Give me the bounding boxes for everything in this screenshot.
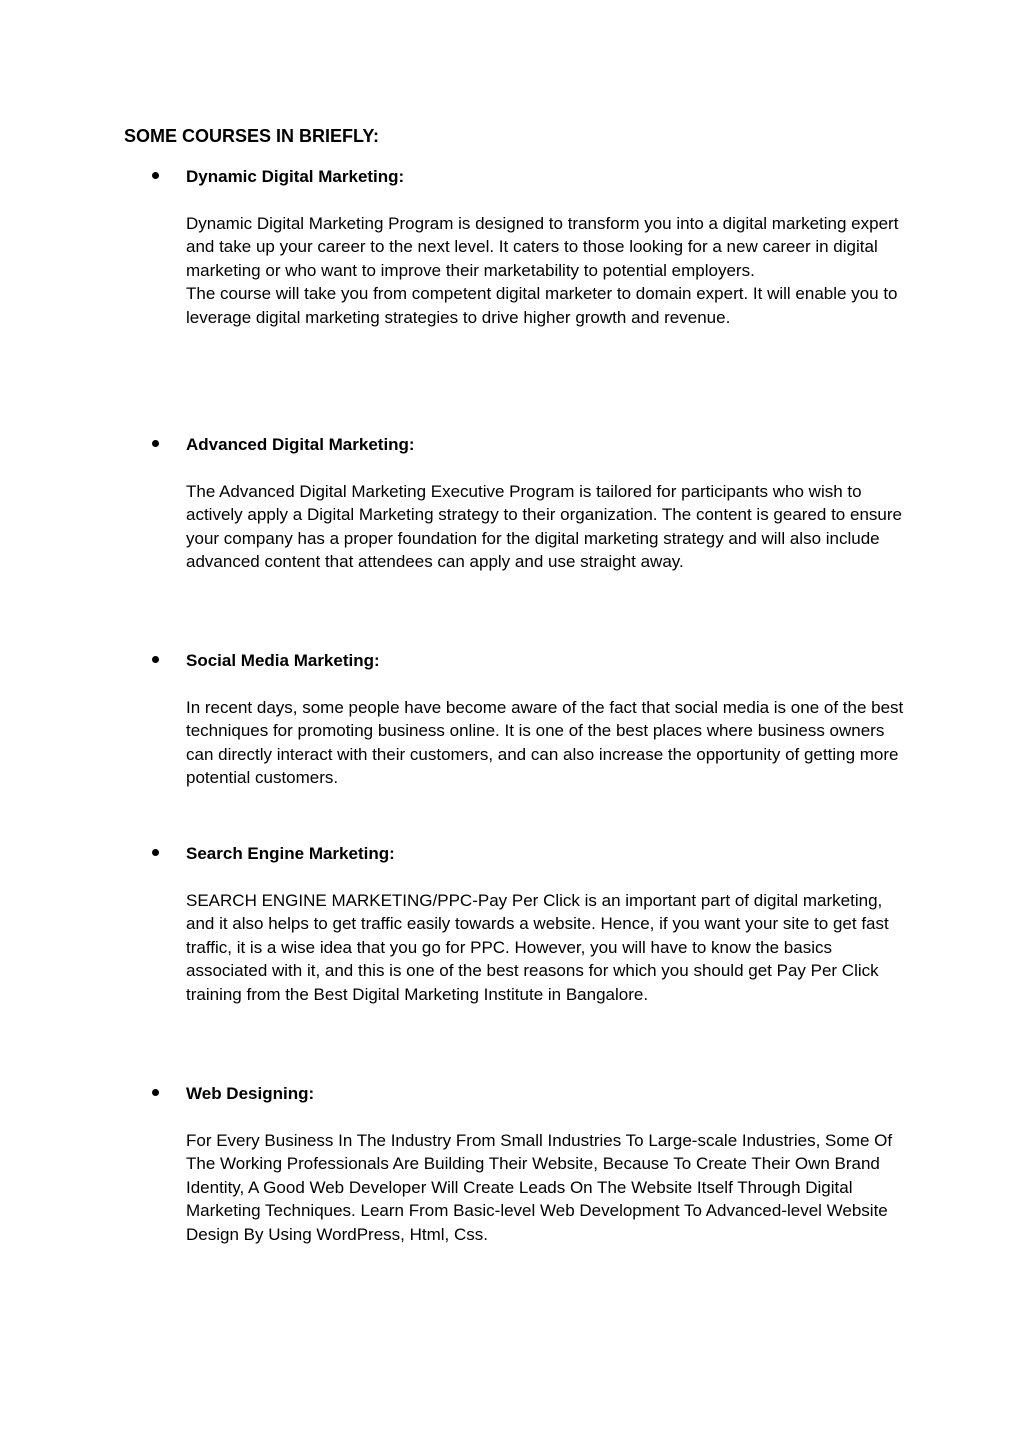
bullet-icon bbox=[152, 440, 159, 447]
section-paragraph: The course will take you from competent digital marketer to domain expert. It will enable you to leverage digital marketing strategies to drive higher growth and revenue. bbox=[186, 284, 898, 327]
course-section-dynamic-digital-marketing bbox=[124, 165, 904, 329]
section-paragraph: Dynamic Digital Marketing Program is designed to transform you into a digital marketing expert and take up your career to the next level. It caters to those looking for a new career in digital marketing or who want to improve their marketability to potential employers. bbox=[186, 214, 899, 280]
course-section-search-engine-marketing bbox=[124, 842, 904, 1006]
section-title: Advanced Digital Marketing: bbox=[186, 435, 415, 454]
section-paragraph: For Every Business In The Industry From Small Industries To Large-scale Industries, Some Of The Working Professionals Are Building Their Website, Because To Create Their Own Brand Identity, A Good Web Developer Will Create Leads On The Website Itself Through Digital Marketing Techniques. Learn From Basic-level Web Development To Advanced-level Website Design By Using WordPress, Html, Css. bbox=[186, 1131, 893, 1244]
section-body bbox=[186, 889, 906, 1006]
section-title: Dynamic Digital Marketing: bbox=[186, 167, 405, 186]
section-header bbox=[124, 165, 904, 189]
bullet-icon bbox=[152, 172, 159, 179]
section-body bbox=[186, 696, 906, 790]
page-title: SOME COURSES IN BRIEFLY: bbox=[124, 126, 380, 146]
bullet-icon bbox=[152, 656, 159, 663]
section-body bbox=[186, 212, 906, 329]
section-paragraph: SEARCH ENGINE MARKETING/PPC-Pay Per Click is an important part of digital marketing, and it also helps to get traffic easily towards a website. Hence, if you want your site to get fast traffic, it is a wise idea that you go for PPC. However, you will have to know the basics associated with it, and this is one of the best reasons for which you should get Pay Per Click training from the Best Digital Marketing Institute in Bangalore. bbox=[186, 891, 889, 1004]
course-section-social-media-marketing bbox=[124, 649, 904, 790]
section-title: Search Engine Marketing: bbox=[186, 844, 395, 863]
course-section-web-designing bbox=[124, 1082, 904, 1246]
section-paragraph: The Advanced Digital Marketing Executive Program is tailored for participants who wish to actively apply a Digital Marketing strategy to their organization. The content is geared to ensure your company has a proper foundation for the digital marketing strategy and will also include advanced content that attendees can apply and use straight away. bbox=[186, 482, 902, 572]
course-section-advanced-digital-marketing bbox=[124, 433, 904, 574]
section-title: Web Designing: bbox=[186, 1084, 315, 1103]
section-header bbox=[124, 649, 904, 673]
bullet-icon bbox=[152, 1089, 159, 1096]
section-header bbox=[124, 433, 904, 457]
section-body bbox=[186, 480, 906, 574]
section-body bbox=[186, 1129, 906, 1246]
section-header bbox=[124, 842, 904, 866]
bullet-icon bbox=[152, 849, 159, 856]
section-title: Social Media Marketing: bbox=[186, 651, 380, 670]
section-paragraph: In recent days, some people have become aware of the fact that social media is one of the best techniques for promoting business online. It is one of the best places where business owners can directly interact with their customers, and can also increase the opportunity of getting more potential customers. bbox=[186, 698, 904, 788]
section-header bbox=[124, 1082, 904, 1106]
